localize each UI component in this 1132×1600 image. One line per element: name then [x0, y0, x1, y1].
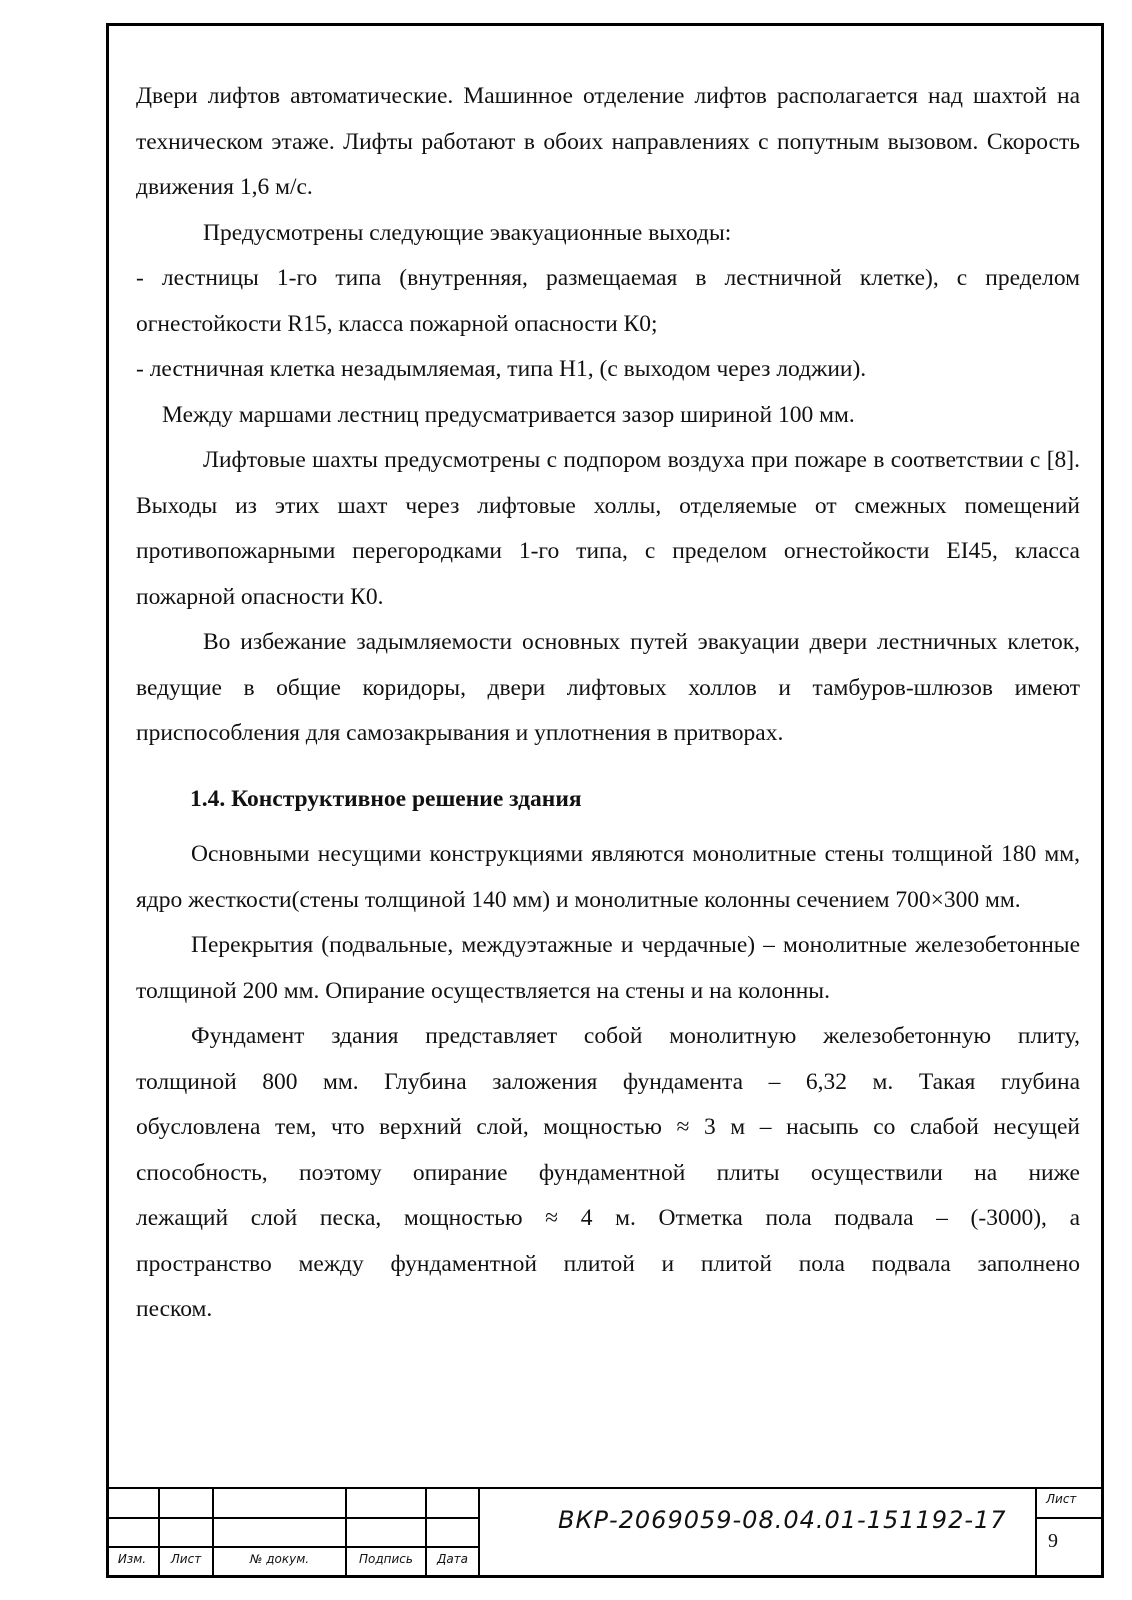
document-code: ВКР-2069059-08.04.01-151192-17 [558, 1506, 1007, 1534]
paragraph-smoke-protection: Во избежание задымляемости основных путей эвакуации двери лестничных клеток, ведущие в общие коридоры, двери лифтовых холлов и тамбуров-шлюзов имеют приспособления для самозакрывания и уплотнения в притворах. [136, 629, 1080, 746]
title-block-rule [106, 1517, 480, 1519]
foundation-line: обусловлена тем, что верхний слой, мощностью ≈ 3 м – насыпь со слабой несущей [136, 1114, 1080, 1140]
paragraph-slabs: Перекрытия (подвальные, междуэтажные и чердачные) – монолитные железобетонные толщиной 200 мм. Опирание осуществляется на стены и на колонны. [136, 932, 1080, 1004]
foundation-line: пространство между фундаментной плитой и плитой пола подвала заполнено [136, 1250, 1080, 1277]
title-block-divider [478, 1487, 480, 1578]
label-change: Изм. [117, 1552, 147, 1566]
paragraph-foundation [136, 1014, 1080, 1333]
label-doc-number: № докум. [249, 1552, 310, 1566]
foundation-line: Фундамент здания представляет собой монолитную железобетонную плиту, [191, 1023, 1080, 1049]
paragraph-lift-shafts: Лифтовые шахты предусмотрены с подпором воздуха при пожаре в соответствии с [8]. Выходы из этих шахт через лифтовые холлы, отделяемые от смежных помещений противопожарными перегородками 1-го типа, с пределом огнестойкости EI45, класса пожарной опасности К0. [136, 447, 1080, 610]
label-sheet: Лист [170, 1552, 202, 1566]
foundation-line: песком. [136, 1296, 213, 1322]
sheet-label: Лист [1046, 1492, 1077, 1506]
list-item-stairs-type1: - лестницы 1-го типа (внутренняя, размещаемая в лестничной клетке), с пределом огнестойкости R15, класса пожарной опасности К0; [136, 265, 1080, 337]
title-block-rule [1035, 1517, 1104, 1519]
label-date: Дата [436, 1552, 469, 1566]
foundation-line: способность, поэтому опирание фундаментной плиты осуществили на ниже [136, 1159, 1080, 1186]
foundation-line: толщиной 800 мм. Глубина заложения фундамента – 6,32 м. Такая глубина [136, 1068, 1080, 1095]
paragraph-stair-gap: Между маршами лестниц предусматривается зазор шириной 100 мм. [162, 401, 855, 428]
paragraph-load-bearing: Основными несущими конструкциями являются монолитные стены толщиной 180 мм, ядро жесткости(стены толщиной 140 мм) и монолитные колонны сечением 700×300 мм. [136, 841, 1080, 913]
sheet-number: 9 [1048, 1530, 1058, 1552]
title-block-divider [1035, 1487, 1037, 1578]
section-heading: 1.4. Конструктивное решение здания [190, 785, 582, 812]
list-item-stairwell-n1: - лестничная клетка незадымляемая, типа Н1, (с выходом через лоджии). [136, 356, 867, 382]
paragraph-lifts: Двери лифтов автоматические. Машинное отделение лифтов располагается над шахтой на техническом этаже. Лифты работают в обоих направлениях с попутным вызовом. Скорость движения 1,6 м/с. [136, 83, 1080, 200]
paragraph-exits-intro: Предусмотрены следующие эвакуационные выходы: [203, 219, 732, 246]
foundation-line: лежащий слой песка, мощностью ≈ 4 м. Отметка пола подвала – (-3000), а [136, 1205, 1080, 1231]
document-body [136, 74, 1080, 1333]
label-signature: Подпись [359, 1552, 413, 1566]
title-block-rule [106, 1546, 480, 1548]
title-block-rule [106, 1487, 1104, 1489]
